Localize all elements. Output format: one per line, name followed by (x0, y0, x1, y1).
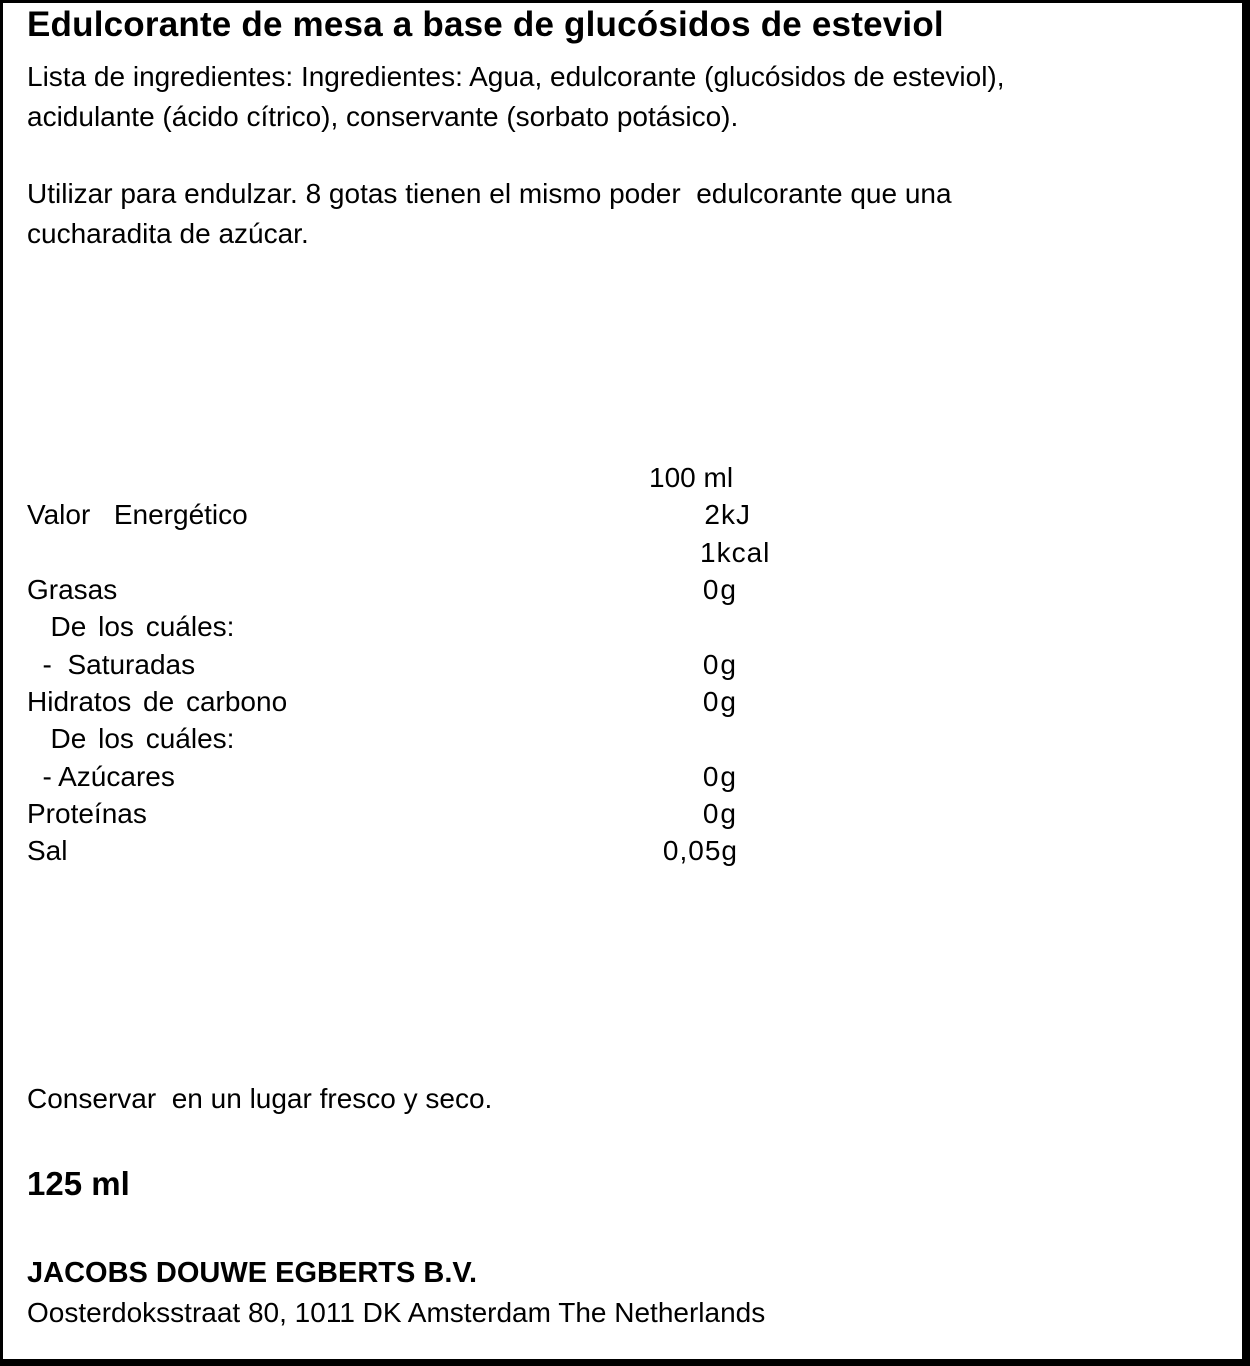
storage-instructions: Conservar en un lugar fresco y seco. (27, 1083, 493, 1114)
nutrition-label-protein: Proteínas (27, 798, 147, 829)
nutrition-label-of-which-2: De los cuáles: (27, 723, 235, 754)
nutrition-value-kj: 2kJ (704, 499, 751, 530)
ingredients-list (27, 57, 1005, 137)
nutrition-value-fat: 0g (702, 574, 738, 605)
nutrition-label-sugars: - Azúcares (27, 761, 175, 792)
nutrition-value-sugars: 0g (702, 761, 738, 792)
company-name: JACOBS DOUWE EGBERTS B.V. (27, 1257, 478, 1289)
nutrition-value-salt: 0,05g (662, 835, 738, 866)
usage-instructions (27, 174, 952, 254)
product-title: Edulcorante de mesa a base de glucósidos de esteviol (27, 5, 944, 44)
nutrition-label-energy: Valor Energético (27, 499, 248, 530)
usage-line-1: Utilizar para endulzar. 8 gotas tienen el mismo poder edulcorante que una (27, 178, 952, 209)
nutrition-value-saturated: 0g (702, 649, 738, 680)
nutrition-label-fat: Grasas (27, 574, 118, 605)
nutrition-label-salt: Sal (27, 835, 68, 866)
nutrition-label-saturated: - Saturadas (27, 649, 196, 680)
ingredients-line-1: Lista de ingredientes: Ingredientes: Agua, edulcorante (glucósidos de esteviol), (27, 61, 1005, 92)
nutrition-label-of-which-1: De los cuáles: (27, 611, 235, 642)
company-address: Oosterdoksstraat 80, 1011 DK Amsterdam The Netherlands (27, 1297, 766, 1328)
nutrition-value-protein: 0g (702, 798, 738, 829)
net-quantity: 125 ml (27, 1165, 130, 1202)
ingredients-line-2: acidulante (ácido cítrico), conservante (sorbato potásico). (27, 101, 739, 132)
nutrition-value-kcal: 1kcal (700, 537, 771, 568)
usage-line-2: cucharadita de azúcar. (27, 218, 309, 249)
nutrition-header-per-100ml: 100 ml (649, 462, 734, 493)
nutrition-label-carbohydrates: Hidratos de carbono (27, 686, 288, 717)
nutrition-value-carbohydrates: 0g (702, 686, 738, 717)
